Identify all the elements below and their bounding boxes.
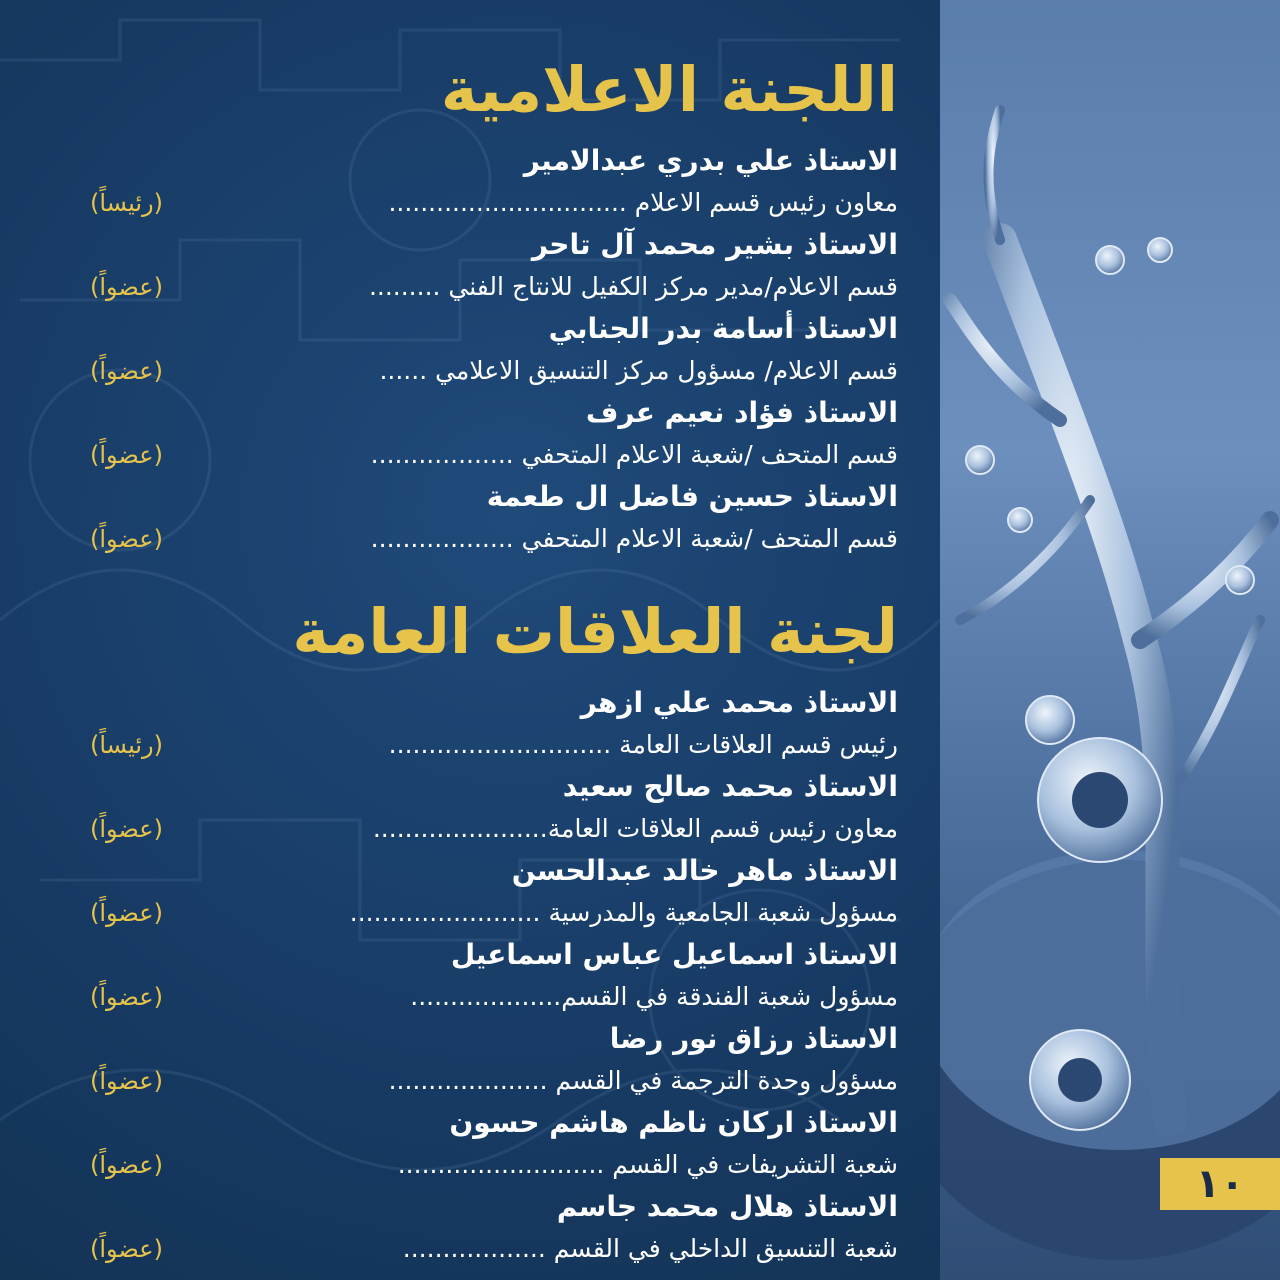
member-name: الاستاذ محمد صالح سعيد [562, 770, 898, 803]
member-name: الاستاذ علي بدري عبدالامير [523, 144, 898, 177]
member-name: الاستاذ رزاق نور رضا [609, 1022, 898, 1055]
committee-member [90, 1186, 898, 1270]
member-role: قسم الاعلام/مدير مركز الكفيل للانتاج الفني ......... [368, 272, 898, 301]
committee-member [90, 392, 898, 476]
member-name: الاستاذ محمد علي ازهر [580, 686, 898, 719]
member-role: رئيس قسم العلاقات العامة ............................ [388, 730, 898, 759]
section-title-public-relations-committee: لجنة العلاقات العامة [292, 595, 898, 668]
committee-member [90, 140, 898, 224]
member-tag: (عضواً) [90, 525, 163, 553]
member-role: قسم المتحف /شعبة الاعلام المتحفي .................. [370, 440, 898, 469]
member-tag: (عضواً) [90, 815, 163, 843]
committee-member [90, 224, 898, 308]
silver-ornament-photo [940, 0, 1280, 1280]
member-name: الاستاذ اركان ناظم هاشم حسون [449, 1106, 898, 1139]
committee-member [90, 682, 898, 766]
member-tag: (رئيساً) [90, 189, 163, 217]
committee-member [90, 934, 898, 1018]
member-role: معاون رئيس قسم العلاقات العامة...................... [372, 814, 898, 843]
member-role: مسؤول شعبة الفندقة في القسم................... [410, 982, 898, 1011]
member-tag: (عضواً) [90, 273, 163, 301]
member-name: الاستاذ اسماعيل عباس اسماعيل [450, 938, 898, 971]
member-tag: (عضواً) [90, 1235, 163, 1263]
committee-member [90, 850, 898, 934]
member-role: معاون رئيس قسم الاعلام .............................. [388, 188, 898, 217]
member-role: شعبة التشريفات في القسم .......................... [397, 1150, 898, 1179]
member-role: مسؤول وحدة الترجمة في القسم .................... [388, 1066, 898, 1095]
member-tag: (عضواً) [90, 1067, 163, 1095]
member-tag: (عضواً) [90, 357, 163, 385]
member-name: الاستاذ فؤاد نعيم عرف [585, 396, 898, 429]
committee-member [90, 308, 898, 392]
member-name: الاستاذ حسين فاضل ال طعمة [486, 480, 898, 513]
member-role: مسؤول شعبة الجامعية والمدرسية ........................ [349, 898, 898, 927]
member-tag: (رئيساً) [90, 731, 163, 759]
section-gap [90, 560, 898, 582]
committee-member [90, 1018, 898, 1102]
member-tag: (عضواً) [90, 983, 163, 1011]
member-name: الاستاذ بشير محمد آل تاحر [531, 228, 898, 261]
member-tag: (عضواً) [90, 899, 163, 927]
committees-content [90, 40, 898, 1270]
member-tag: (عضواً) [90, 1151, 163, 1179]
committee-member [90, 1102, 898, 1186]
committee-member [90, 476, 898, 560]
member-role: قسم المتحف /شعبة الاعلام المتحفي .................. [370, 524, 898, 553]
member-name: الاستاذ أسامة بدر الجنابي [548, 312, 898, 345]
member-role: شعبة التنسيق الداخلي في القسم .................. [402, 1234, 898, 1263]
member-name: الاستاذ هلال محمد جاسم [556, 1190, 898, 1223]
page-number-badge: ١٠ [1160, 1158, 1280, 1210]
member-role: قسم الاعلام/ مسؤول مركز التنسيق الاعلامي ...... [379, 356, 898, 385]
member-tag: (عضواً) [90, 441, 163, 469]
committee-member [90, 766, 898, 850]
section-title-media-committee: اللجنة الاعلامية [440, 53, 898, 126]
member-name: الاستاذ ماهر خالد عبدالحسن [511, 854, 898, 887]
